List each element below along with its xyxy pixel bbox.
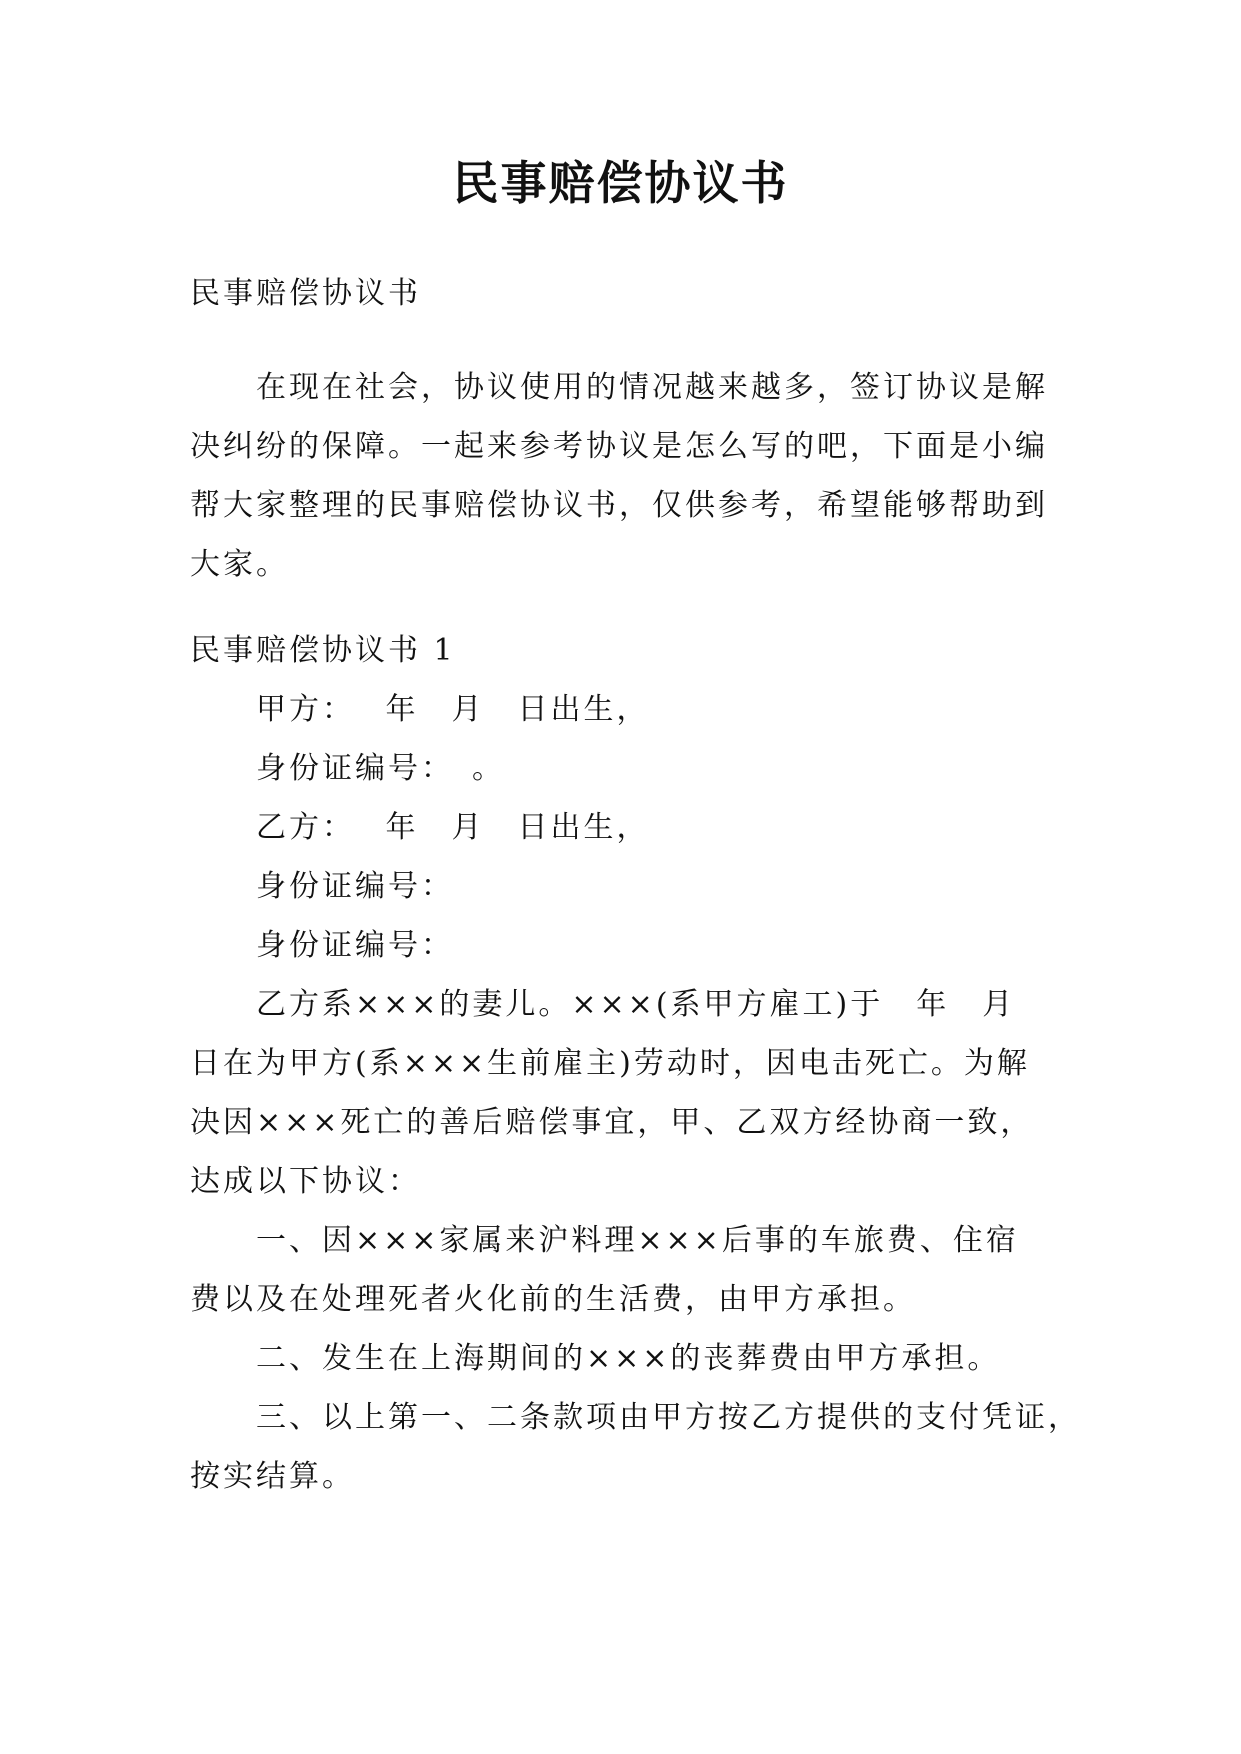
party-b-line: 乙方： 年 月 日出生， xyxy=(256,810,650,845)
document-subtitle: 民事赔偿协议书 xyxy=(190,276,421,311)
clause-3-line: 三、以上第一、二条款项由甲方按乙方提供的支付凭证， xyxy=(256,1400,1081,1435)
section-heading: 民事赔偿协议书 1 xyxy=(190,633,456,668)
intro-line: 在现在社会，协议使用的情况越来越多，签订协议是解 xyxy=(256,370,1048,405)
clause-2-line: 二、发生在上海期间的×××的丧葬费由甲方承担。 xyxy=(256,1341,1001,1376)
party-a-line: 甲方： 年 月 日出生， xyxy=(256,692,650,727)
party-a-id-line: 身份证编号： 。 xyxy=(256,751,505,786)
clause-1-line: 一、因×××家属来沪料理×××后事的车旅费、住宿 xyxy=(256,1223,1019,1258)
background-line: 达成以下协议： xyxy=(190,1164,421,1199)
intro-line: 帮大家整理的民事赔偿协议书，仅供参考，希望能够帮助到 xyxy=(190,488,1048,523)
background-line: 日在为甲方(系×××生前雇主)劳动时，因电击死亡。为解 xyxy=(190,1046,1030,1081)
intro-line: 大家。 xyxy=(190,547,289,582)
document-subtitle-block xyxy=(190,264,1060,323)
clause-3-line: 按实结算。 xyxy=(190,1459,355,1494)
background-line: 决因×××死亡的善后赔偿事宜，甲、乙双方经协商一致， xyxy=(190,1105,1034,1140)
intro-line: 决纠纷的保障。一起来参考协议是怎么写的吧，下面是小编 xyxy=(190,429,1048,464)
clause-1-line: 费以及在处理死者火化前的生活费，由甲方承担。 xyxy=(190,1282,916,1317)
document-title: 民事赔偿协议书 xyxy=(452,156,789,210)
background-line: 乙方系×××的妻儿。×××(系甲方雇工)于 年 月 xyxy=(256,987,1016,1022)
agreement-section xyxy=(190,621,1081,1506)
party-id-line: 身份证编号： xyxy=(256,928,454,963)
intro-paragraph xyxy=(190,358,1060,594)
party-b-id-line: 身份证编号： xyxy=(256,869,454,904)
